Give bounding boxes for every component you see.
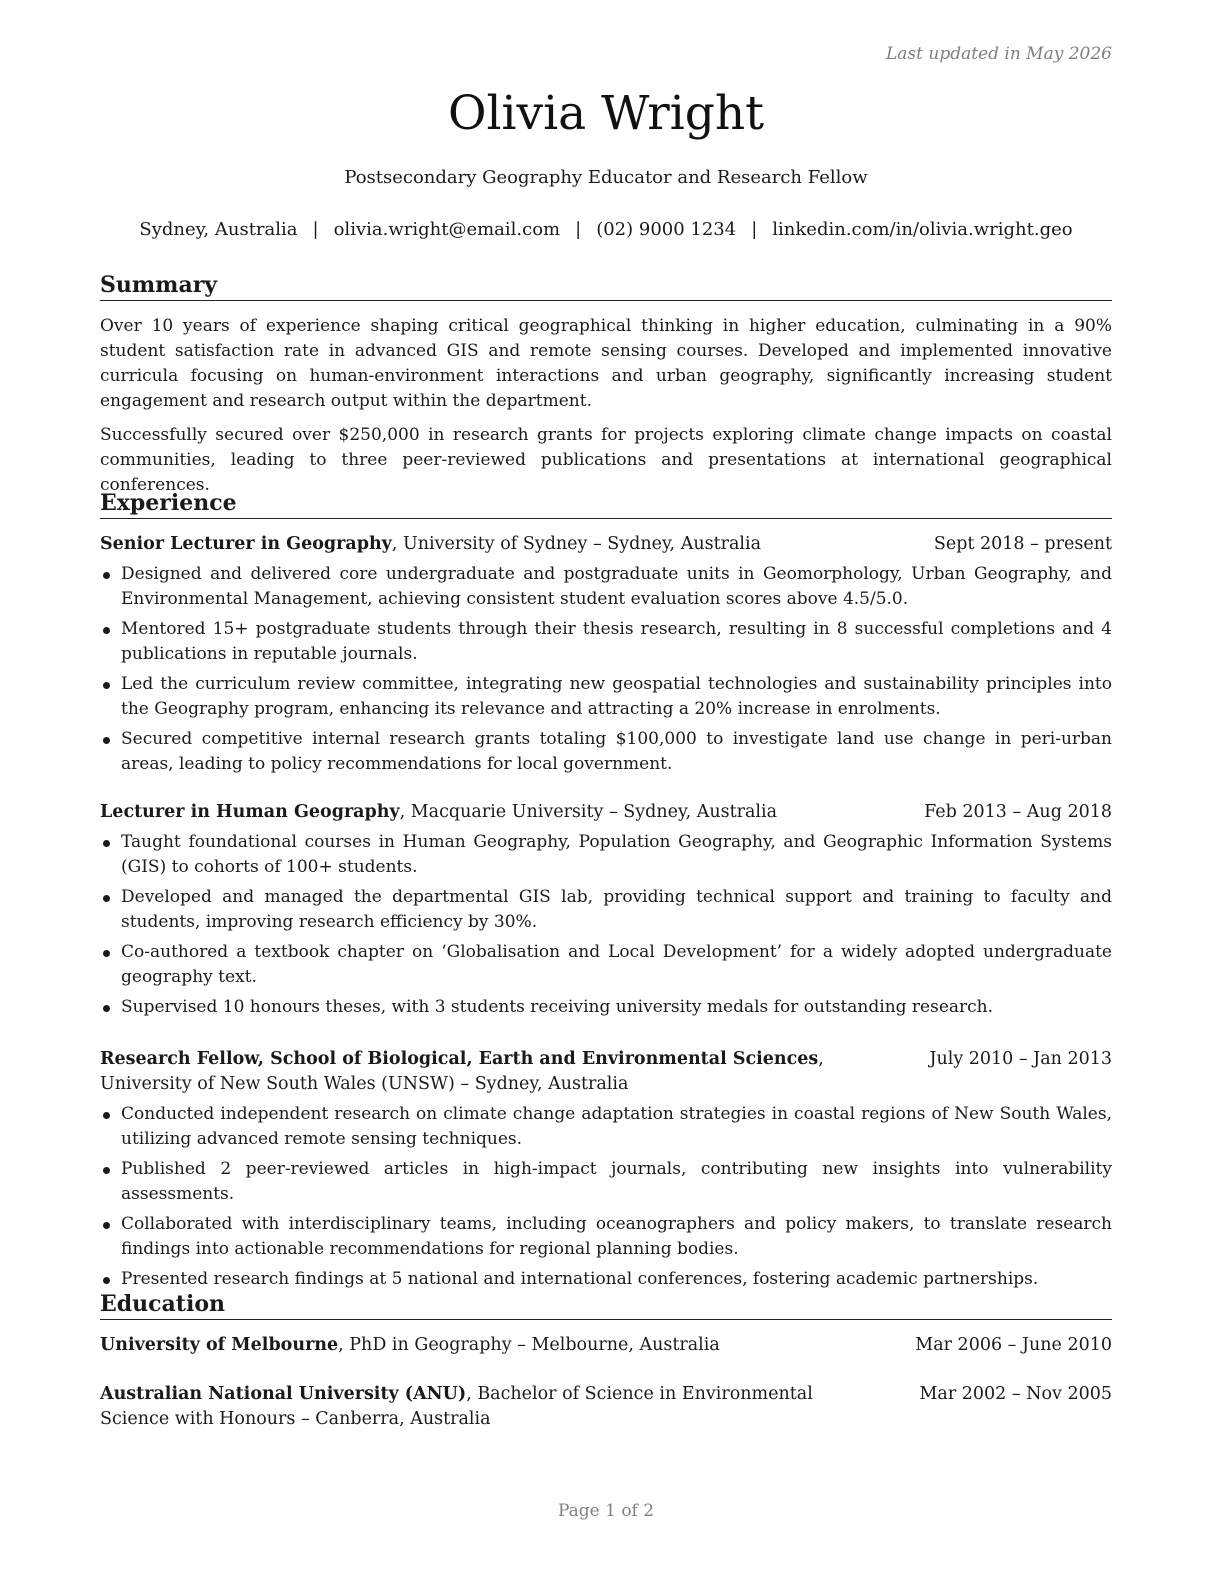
contact-linkedin-link[interactable]: linkedin.com/in/olivia.wright.geo [772,219,1073,240]
contact-location: Sydney, Australia [139,219,298,240]
bullet-text: Collaborated with interdisciplinary teams, including oceanographers and policy makers, to translate research findings into actionable recommendations for regional planning bodies. [121,1214,1112,1259]
list-item [100,1102,1112,1152]
summary-paragraph: Successfully secured over $250,000 in research grants for projects exploring climate change impacts on coastal communities, leading to three peer-reviewed publications and presentations at international geographical conferences. [100,425,1112,495]
bullet-text: Published 2 peer-reviewed articles in high-impact journals, contributing new insights into vulnerability assessments. [121,1159,1112,1204]
list-item [100,1267,1112,1292]
bullet-text: Taught foundational courses in Human Geography, Population Geography, and Geographic Information Systems (GIS) to cohorts of 100+ students. [121,832,1112,877]
list-item [100,1157,1112,1207]
bullet-icon [103,1005,110,1012]
page-number: Page 1 of 2 [557,1501,655,1521]
degree-detail: , Bachelor of Science in Environmental Science with Honours – Canberra, Australia [100,1384,813,1429]
bullet-icon [103,1277,110,1284]
job-role: Senior Lecturer in Geography [100,534,392,554]
list-item [100,672,1112,722]
list-item [100,995,1112,1020]
bullet-icon [103,895,110,902]
summary-paragraph: Over 10 years of experience shaping critical geographical thinking in higher education, culminating in a 90% student satisfaction rate in advanced GIS and remote sensing courses. Developed and implemented innovative curricula focusing on human-environment interactions and urban geography, significantly increasing student engagement and research output within the department. [100,316,1112,411]
section-title-education: Education [100,1290,1112,1320]
section-title-experience: Experience [100,489,1112,519]
education-entry-header [100,1382,1112,1432]
job-role: Lecturer in Human Geography [100,802,400,822]
experience-entry-header [100,532,1112,557]
job-dates: Sept 2018 – present [933,534,1112,554]
bullet-icon [103,682,110,689]
last-updated-note: Last updated in May 2026 [885,44,1112,64]
bullet-icon [103,1222,110,1229]
bullet-text: Designed and delivered core undergraduate and postgraduate units in Geomorphology, Urban Geography, and Environmental Management, achieving consistent student evaluation scores above 4.5/5.0. [121,564,1112,609]
bullet-icon [103,1167,110,1174]
list-item [100,562,1112,612]
job-organization: , University of Sydney – Sydney, Australia [391,534,762,554]
list-item [100,1212,1112,1262]
bullet-text: Co-authored a textbook chapter on ‘Globalisation and Local Development’ for a widely adopted undergraduate geography text. [121,942,1112,987]
bullet-text: Conducted independent research on climate change adaptation strategies in coastal regions of New South Wales, utilizing advanced remote sensing techniques. [121,1104,1112,1149]
list-item [100,940,1112,990]
contact-separator: | [575,219,582,240]
contact-phone: (02) 9000 1234 [596,219,737,240]
experience-entry-header [100,800,1112,825]
bullet-text: Secured competitive internal research grants totaling $100,000 to investigate land use change in peri-urban areas, leading to policy recommendations for local government. [121,729,1112,774]
bullet-icon [103,572,110,579]
contact-separator: | [751,219,758,240]
bullet-text: Led the curriculum review committee, integrating new geospatial technologies and sustainability principles into the Geography program, enhancing its relevance and attracting a 20% increase in enrolments. [121,674,1112,719]
list-item [100,727,1112,777]
job-dates: Feb 2013 – Aug 2018 [924,802,1112,822]
bullet-icon [103,627,110,634]
candidate-name: Olivia Wright [447,86,765,141]
education-dates: Mar 2006 – June 2010 [915,1335,1112,1355]
job-role: Research Fellow, School of Biological, Earth and Environmental Sciences [100,1049,819,1069]
section-title-summary: Summary [100,271,1112,301]
list-item [100,830,1112,880]
education-dates: Mar 2002 – Nov 2005 [919,1384,1112,1404]
list-item [100,617,1112,667]
school-name: Australian National University (ANU) [100,1384,467,1404]
list-item [100,885,1112,935]
bullet-text: Supervised 10 honours theses, with 3 students receiving university medals for outstanding research. [121,997,994,1017]
candidate-headline: Postsecondary Geography Educator and Research Fellow [344,167,868,188]
contact-separator: | [312,219,319,240]
bullet-icon [103,737,110,744]
job-organization: , Macquarie University – Sydney, Australia [399,802,778,822]
bullet-icon [103,1112,110,1119]
resume-page [100,0,1112,1584]
contact-email-link[interactable]: olivia.wright@email.com [333,219,561,240]
bullet-icon [103,840,110,847]
job-bullet-list [100,1102,1112,1297]
contact-line [100,219,1112,240]
bullet-text: Mentored 15+ postgraduate students through their thesis research, resulting in 8 successful completions and 4 publications in reputable journals. [121,619,1112,664]
bullet-icon [103,950,110,957]
bullet-text: Developed and managed the departmental GIS lab, providing technical support and training to faculty and students, improving research efficiency by 30%. [121,887,1112,932]
school-name: University of Melbourne [100,1335,339,1355]
bullet-text: Presented research findings at 5 national and international conferences, fostering academic partnerships. [121,1269,1039,1289]
job-bullet-list [100,830,1112,1025]
experience-entry-header [100,1047,1112,1097]
job-bullet-list [100,562,1112,782]
degree-detail: , PhD in Geography – Melbourne, Australia [338,1335,720,1355]
job-dates: July 2010 – Jan 2013 [929,1049,1112,1069]
job-organization: , University of New South Wales (UNSW) – Sydney, Australia [100,1049,824,1094]
education-entry-header [100,1333,1112,1358]
